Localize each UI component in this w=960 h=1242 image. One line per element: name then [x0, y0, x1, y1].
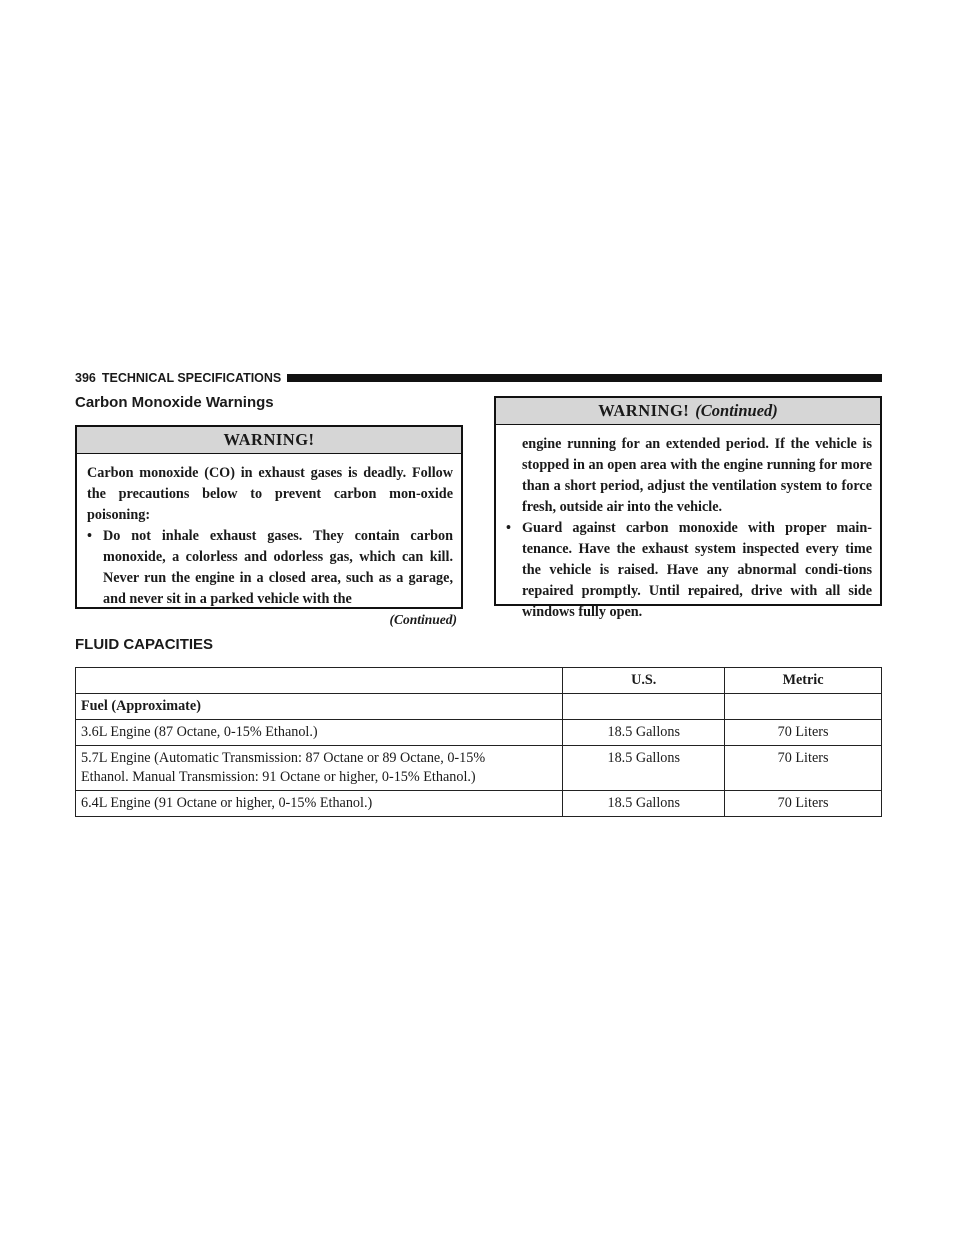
warning-title: [496, 398, 880, 425]
running-header: [75, 370, 882, 386]
column-header-us: U.S.: [563, 668, 725, 694]
bullet-icon: •: [506, 520, 511, 536]
warning-bullets: [506, 518, 872, 623]
table-cell-metric: 70 Liters: [725, 746, 882, 791]
table-cell-us: 18.5 Gallons: [563, 720, 725, 746]
continued-note: (Continued): [389, 612, 457, 627]
warning-bullet-item: [87, 526, 453, 610]
table-cell-item: Fuel (Approximate): [76, 694, 563, 720]
table-cell-item-line: 5.7L Engine (Automatic Transmission: 87 Octane or 89 Octane, 0-15%: [81, 750, 486, 766]
co-warnings-heading: Carbon Monoxide Warnings: [75, 394, 274, 411]
table-cell-item: 3.6L Engine (87 Octane, 0-15% Ethanol.): [76, 720, 563, 746]
table-cell-us: [563, 694, 725, 720]
table-cell-item: [76, 746, 563, 791]
table-row: [76, 746, 882, 791]
warning-title-text: WARNING!: [223, 430, 315, 449]
warning-box-right: [494, 396, 882, 620]
table-cell-item: 6.4L Engine (91 Octane or higher, 0-15% Ethanol.): [76, 791, 563, 817]
table-cell-us: 18.5 Gallons: [563, 791, 725, 817]
table-cell-us: 18.5 Gallons: [563, 746, 725, 791]
column-header-metric: Metric: [725, 668, 882, 694]
table-row: [76, 720, 882, 746]
warning-box-left: [75, 425, 463, 609]
table-row: [76, 694, 882, 720]
section-title: TECHNICAL SPECIFICATIONS: [101, 371, 282, 385]
fluid-capacities-table: [75, 667, 882, 817]
warning-title-continued: (Continued): [695, 401, 778, 420]
column-header-item: [76, 668, 563, 694]
table-cell-metric: 70 Liters: [725, 720, 882, 746]
warning-body: [77, 454, 461, 610]
warning-bullets: [87, 526, 453, 610]
warning-continuation-text: engine running for an extended period. If the vehicle is stopped in an open area with the engine running for more than a short period, adjust the ventilation system to force fresh, outside air into the vehicle.: [522, 436, 872, 515]
table-cell-metric: [725, 694, 882, 720]
bullet-text: Guard against carbon monoxide with proper main-tenance. Have the exhaust system inspected every time the vehicle is raised. Have any abnormal condi-tions repaired promptly. Until repaired, drive with all side windows fully open.: [522, 520, 872, 620]
bullet-text: Do not inhale exhaust gases. They contain carbon monoxide, a colorless and odorless gas, which can kill. Never run the engine in a closed area, such as a garage, and never sit in a parked vehicle with the: [103, 528, 453, 607]
bullet-icon: •: [87, 528, 92, 544]
table-header-row: [76, 668, 882, 694]
warning-title: [77, 427, 461, 454]
table-cell-item-line: Ethanol. Manual Transmission: 91 Octane or higher, 0-15% Ethanol.): [81, 769, 476, 785]
warning-body: [496, 425, 880, 623]
fluid-capacities-heading: FLUID CAPACITIES: [75, 636, 214, 653]
warning-bullet-item: [506, 518, 872, 623]
warning-intro: Carbon monoxide (CO) in exhaust gases is deadly. Follow the precautions below to prevent carbon mon-oxide poisoning:: [87, 465, 453, 523]
page-number: 396: [75, 371, 96, 385]
table-row: [76, 791, 882, 817]
table-cell-metric: 70 Liters: [725, 791, 882, 817]
warning-title-text: WARNING!: [598, 401, 690, 420]
header-rule: [287, 374, 882, 382]
